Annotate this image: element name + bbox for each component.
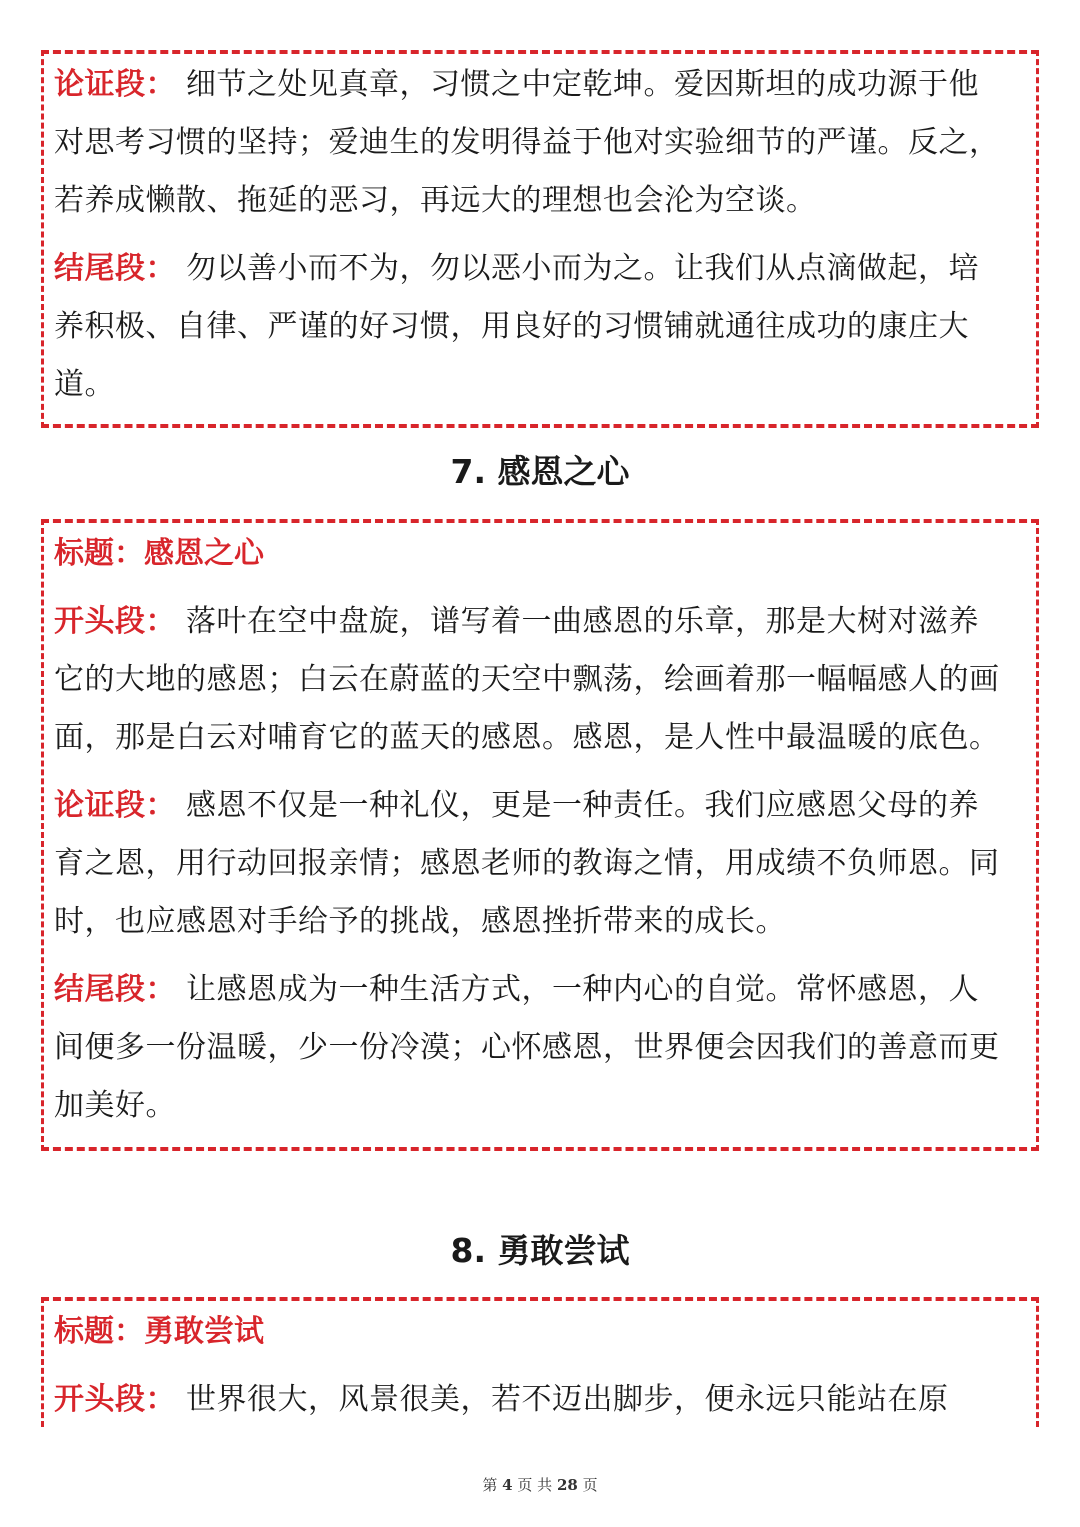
footer-page-number: 4 xyxy=(502,1476,513,1494)
ending-paragraph xyxy=(44,961,1036,1135)
opening-paragraph xyxy=(44,593,1036,767)
ending-text: 让感恩成为一种生活方式，一种内心的自觉。常怀感恩，人间便多一份温暖，少一份冷漠；心怀感恩，世界便会因我们的善意而更加美好。 xyxy=(54,972,1000,1123)
argument-paragraph xyxy=(44,56,1036,230)
argument-text: 感恩不仅是一种礼仪，更是一种责任。我们应感恩父母的养育之恩，用行动回报亲情；感恩老师的教诲之情，用成绩不负师恩。同时，也应感恩对手给予的挑战，感恩挫折带来的成长。 xyxy=(54,788,1000,939)
ending-label: 结尾段： xyxy=(54,972,176,1007)
argument-label: 论证段： xyxy=(54,67,176,102)
footer-suffix: 页 xyxy=(582,1476,598,1494)
opening-text: 世界很大，风景很美，若不迈出脚步，便永远只能站在原 xyxy=(186,1382,949,1417)
title-label: 标题： xyxy=(54,1314,144,1349)
essay-box-courage xyxy=(41,1297,1039,1427)
ending-text: 勿以善小而不为，勿以恶小而为之。让我们从点滴做起，培养积极、自律、严谨的好习惯，用良好的习惯铺就通往成功的康庄大道。 xyxy=(54,251,980,402)
title-line xyxy=(44,525,1036,583)
ending-label: 结尾段： xyxy=(54,251,176,286)
opening-paragraph xyxy=(44,1371,1036,1427)
opening-text: 落叶在空中盘旋，谱写着一曲感恩的乐章，那是大树对滋养它的大地的感恩；白云在蔚蓝的天空中飘荡，绘画着那一幅幅感人的画面，那是白云对哺育它的蓝天的感恩。感恩，是人性中最温暖的底色。 xyxy=(54,604,1000,755)
opening-label: 开头段： xyxy=(54,1382,176,1417)
ending-paragraph xyxy=(44,240,1036,414)
footer-total-pages: 28 xyxy=(556,1476,578,1494)
title-text: 感恩之心 xyxy=(144,536,264,571)
section-heading-7: 7. 感恩之心 xyxy=(450,452,630,491)
footer-middle: 页 共 xyxy=(517,1476,553,1494)
title-label: 标题： xyxy=(54,536,144,571)
page-footer xyxy=(0,1474,1080,1495)
footer-prefix: 第 xyxy=(482,1476,498,1494)
argument-label: 论证段： xyxy=(54,788,176,823)
essay-box-gratitude xyxy=(41,519,1039,1151)
title-text: 勇敢尝试 xyxy=(144,1314,264,1349)
section-heading-8: 8. 勇敢尝试 xyxy=(450,1231,630,1270)
essay-box-habits xyxy=(41,50,1039,428)
argument-text: 细节之处见真章，习惯之中定乾坤。爱因斯坦的成功源于他对思考习惯的坚持；爱迪生的发明得益于他对实验细节的严谨。反之，若养成懒散、拖延的恶习，再远大的理想也会沦为空谈。 xyxy=(54,67,1000,218)
argument-paragraph xyxy=(44,777,1036,951)
opening-label: 开头段： xyxy=(54,604,176,639)
title-line xyxy=(44,1303,1036,1361)
